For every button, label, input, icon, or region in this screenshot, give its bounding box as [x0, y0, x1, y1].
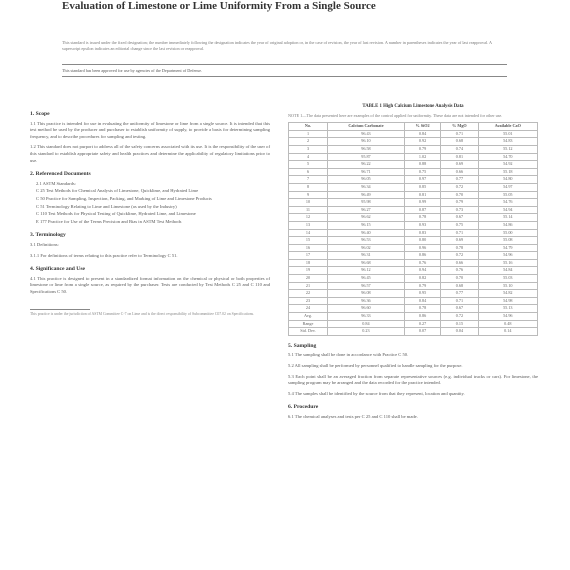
- reference-item: C 51 Terminology Relating to Lime and Limestone (as used by the Industry): [36, 203, 177, 209]
- table-cell: 54.79: [478, 244, 537, 252]
- table-cell: 55.16: [478, 259, 537, 267]
- table-header-cell: No.: [289, 123, 328, 131]
- table-cell: 55.18: [478, 168, 537, 176]
- table-cell: 0.84: [404, 130, 440, 138]
- table-cell: 0.70: [441, 191, 478, 199]
- table-cell: 0.79: [404, 282, 440, 290]
- table-cell: 0.81: [441, 153, 478, 161]
- table-row: [289, 221, 538, 229]
- table-cell: 0.71: [441, 229, 478, 237]
- table-cell: 0.72: [441, 183, 478, 191]
- table-cell: 0.07: [404, 328, 440, 336]
- table-cell: 22: [289, 290, 328, 298]
- table-row: [289, 305, 538, 313]
- table-cell: 0.96: [404, 244, 440, 252]
- table-cell: 54.80: [478, 176, 537, 184]
- table-cell: 96.34: [328, 183, 405, 191]
- table-note: NOTE 1—The data presented here are examples of the control applied for uniformity. These data are not intended for other use.: [288, 112, 503, 118]
- table-summary-row: [289, 328, 538, 336]
- table-row: [289, 183, 538, 191]
- table-row: [289, 168, 538, 176]
- table-cell: 1: [289, 130, 328, 138]
- left-column: [30, 104, 270, 317]
- table-cell: 0.84: [404, 297, 440, 305]
- document-title: Evaluation of Limestone or Lime Uniformity From a Single Source: [62, 0, 376, 12]
- table-cell: 55.13: [478, 305, 537, 313]
- table-row: [289, 244, 538, 252]
- reference-item: E 177 Practice for Use of the Terms Precision and Bias in ASTM Test Methods: [36, 218, 182, 224]
- table-cell: 55.00: [478, 229, 537, 237]
- table-cell: 96.57: [328, 282, 405, 290]
- table-summary-row: [289, 313, 538, 321]
- abstract-text: This standard is issued under the fixed designation; the number immediately following the designation indicates the year of original adoption or, in the case of revision, the year of last revision. A number in parentheses indicates the year of last reapproval. A superscript epsilon indicates an editorial change since the last revision or reapproval.: [62, 40, 492, 51]
- table-cell: 96.49: [328, 191, 405, 199]
- table-cell: 96.71: [328, 168, 405, 176]
- table-cell: 54.84: [478, 267, 537, 275]
- table-cell: 0.73: [441, 206, 478, 214]
- table-cell: 0.69: [441, 161, 478, 169]
- table-cell: 0.79: [441, 199, 478, 207]
- table-cell: 96.53: [328, 237, 405, 245]
- table-cell: 5: [289, 161, 328, 169]
- table-cell: 12: [289, 214, 328, 222]
- table-row: [289, 176, 538, 184]
- table-cell: 96.43: [328, 130, 405, 138]
- table-cell: 0.15: [441, 320, 478, 328]
- table-row: [289, 138, 538, 146]
- table-cell: 1.02: [404, 153, 440, 161]
- table-cell: 0.71: [441, 130, 478, 138]
- table-header-cell: Available CaO: [478, 123, 537, 131]
- table-row: [289, 259, 538, 267]
- table-body: [289, 130, 538, 312]
- table-row: [289, 214, 538, 222]
- table-cell: 6: [289, 168, 328, 176]
- table-cell: 95.87: [328, 153, 405, 161]
- table-cell: 11: [289, 206, 328, 214]
- table-row: [289, 237, 538, 245]
- table-cell: 0.85: [404, 183, 440, 191]
- table-row: [289, 206, 538, 214]
- sampling-paragraph-2: 5.2 All sampling shall be performed by personnel qualified to handle sampling for the purpose.: [288, 363, 463, 368]
- table-cell: 0.69: [441, 237, 478, 245]
- table-cell: 55.01: [478, 130, 537, 138]
- table-cell: 0.72: [441, 252, 478, 260]
- table-cell: 96.62: [328, 214, 405, 222]
- table-cell: 96.15: [328, 221, 405, 229]
- table-cell: 96.33: [328, 313, 405, 321]
- table-cell: 15: [289, 237, 328, 245]
- table-cell: 54.96: [478, 313, 537, 321]
- significance-paragraph-1: 4.1 This practice is designed to present in a standardized format information on the chemical or physical or both properties of limestone or lime from a single source, as required by the purchaser. Tests are conducted by Test Methods C 25 and C 110 and Specifications C 50.: [30, 275, 270, 294]
- table-cell: 14: [289, 229, 328, 237]
- table-summary: [289, 313, 538, 336]
- table-cell: 0.74: [441, 145, 478, 153]
- table-row: [289, 297, 538, 305]
- table-cell: 0.66: [441, 259, 478, 267]
- references-heading: 2. Referenced Documents: [30, 171, 91, 178]
- table-cell: 0.82: [404, 275, 440, 283]
- table-cell: 96.12: [328, 267, 405, 275]
- table-cell: 0.95: [404, 290, 440, 298]
- table-cell: 55.05: [478, 191, 537, 199]
- table-row: [289, 267, 538, 275]
- table-cell: 21: [289, 282, 328, 290]
- table-cell: 0.92: [404, 138, 440, 146]
- header-rule-bottom: [62, 76, 507, 77]
- table-cell: 0.79: [404, 145, 440, 153]
- table-cell: 0.68: [441, 282, 478, 290]
- table-title: TABLE 1 High Calcium Limestone Analysis Data: [362, 104, 464, 109]
- scope-paragraph-2: 1.2 This standard does not purport to address all of the safety concerns associated with its use. It is the responsibility of the user of this standard to establish appropriate safety and health practices and determine the applicability of regulatory limitations prior to use.: [30, 144, 270, 163]
- table-cell: 0.27: [404, 320, 440, 328]
- table-cell: 0.23: [328, 328, 405, 336]
- table-cell: 0.86: [404, 313, 440, 321]
- table-cell: 96.60: [328, 305, 405, 313]
- table-cell: 0.75: [441, 221, 478, 229]
- table-cell: 0.76: [441, 267, 478, 275]
- table-cell: 0.84: [328, 320, 405, 328]
- table-cell: 96.08: [328, 290, 405, 298]
- table-cell: 18: [289, 259, 328, 267]
- table-row: [289, 252, 538, 260]
- table-cell: 3: [289, 145, 328, 153]
- terminology-paragraph-1: 3.1 Definitions:: [30, 241, 59, 247]
- table-cell: 55.10: [478, 282, 537, 290]
- scope-paragraph-1: 1.1 This practice is intended for use in evaluating the uniformity of limestone or lime from a single source. It is intended that this test method be used by the producer and purchaser to establish uniformity of supply, to provide a basis for determining sampling frequency, and to describe procedures for sampling and testing.: [30, 120, 270, 139]
- table-cell: 96.58: [328, 145, 405, 153]
- table-cell: 0.67: [441, 305, 478, 313]
- table-row: [289, 229, 538, 237]
- table-cell: 0.68: [441, 138, 478, 146]
- table-cell: 13: [289, 221, 328, 229]
- significance-heading: 4. Significance and Use: [30, 266, 86, 273]
- sampling-paragraph-3: 5.3 Each point shall be an averaged fraction from separate representative sources (e.g. individual trucks or cars). For limestone, the sampling program may be arranged and the data recorded for the practice intended.: [288, 373, 538, 386]
- table-cell: 54.82: [478, 290, 537, 298]
- table-cell: 0.75: [404, 168, 440, 176]
- table-cell: 0.78: [404, 305, 440, 313]
- table-cell: 0.99: [404, 199, 440, 207]
- table-cell: 96.22: [328, 161, 405, 169]
- footnote-text: This practice is under the jurisdiction of ASTM Committee C-7 on Lime and is the direct responsibility of Subcommittee C07.02 on Specifications.: [30, 312, 255, 317]
- table-cell: 55.12: [478, 145, 537, 153]
- table-cell: 0.76: [404, 259, 440, 267]
- sampling-paragraph-4: 5.4 The samples shall be identified by the source from that they represent, location and quantity.: [288, 390, 465, 396]
- table-cell: 0.48: [478, 320, 537, 328]
- table-cell: 54.96: [478, 252, 537, 260]
- table-cell: 96.10: [328, 138, 405, 146]
- reference-item: 2.1 ASTM Standards:: [36, 180, 76, 186]
- table-cell: 96.27: [328, 206, 405, 214]
- table-header-cell: % SiO2: [404, 123, 440, 131]
- terminology-heading: 3. Terminology: [30, 232, 66, 239]
- table-cell: 54.76: [478, 199, 537, 207]
- procedure-heading: 6. Procedure: [288, 404, 319, 411]
- scope-heading: 1. Scope: [30, 111, 50, 117]
- procedure-paragraph-1: 6.1 The chemical analyses and tests per C 25 and C 110 shall be made.: [288, 413, 418, 419]
- table-cell: 55.14: [478, 214, 537, 222]
- table-cell: 54.94: [478, 206, 537, 214]
- table-cell: 17: [289, 252, 328, 260]
- sampling-heading: 5. Sampling: [288, 342, 317, 349]
- header-rule-top: [62, 64, 507, 65]
- table-header-row: [289, 123, 538, 131]
- analysis-table: [288, 122, 538, 336]
- table-cell: 96.31: [328, 252, 405, 260]
- table-summary-row: [289, 320, 538, 328]
- table-cell: 10: [289, 199, 328, 207]
- table-row: [289, 153, 538, 161]
- table-cell: 54.70: [478, 153, 537, 161]
- table-cell: 54.97: [478, 183, 537, 191]
- reference-item: C 25 Test Methods for Chemical Analysis of Limestone, Quicklime, and Hydrated Lime: [36, 188, 199, 194]
- table-row: [289, 161, 538, 169]
- table-cell: 0.87: [404, 206, 440, 214]
- table-cell: 96.02: [328, 244, 405, 252]
- table-cell: 0.66: [441, 168, 478, 176]
- table-cell: 23: [289, 297, 328, 305]
- table-cell: 0.97: [404, 176, 440, 184]
- table-cell: 96.05: [328, 176, 405, 184]
- table-cell: 4: [289, 153, 328, 161]
- table-row: [289, 290, 538, 298]
- table-cell: 96.45: [328, 275, 405, 283]
- keywords-text: This standard has been approved for use by agencies of the Department of Defense.: [62, 68, 202, 73]
- table-cell: 24: [289, 305, 328, 313]
- table-cell: 0.81: [404, 191, 440, 199]
- table-cell: Range: [289, 320, 328, 328]
- table-cell: 8: [289, 183, 328, 191]
- terminology-paragraph-2: 3.1.1 For definitions of terms relating to this practice refer to Terminology C 51.: [30, 252, 178, 258]
- reference-item: C 110 Test Methods for Physical Testing of Quicklime, Hydrated Lime, and Limestone: [36, 211, 196, 217]
- table-cell: 20: [289, 275, 328, 283]
- table-cell: 55.03: [478, 275, 537, 283]
- table-header-cell: Calcium Carbonate: [328, 123, 405, 131]
- table-cell: 0.94: [404, 267, 440, 275]
- sampling-paragraph-1: 5.1 The sampling shall be done in accordance with Practice C 50.: [288, 352, 409, 358]
- table-row: [289, 130, 538, 138]
- table-cell: 0.77: [441, 176, 478, 184]
- table-cell: 16: [289, 244, 328, 252]
- table-cell: 0.71: [441, 297, 478, 305]
- table-cell: 9: [289, 191, 328, 199]
- table-cell: 0.83: [404, 229, 440, 237]
- table-cell: 0.80: [404, 237, 440, 245]
- table-cell: 0.78: [404, 214, 440, 222]
- right-column: [288, 104, 538, 425]
- table-cell: 2: [289, 138, 328, 146]
- footnote-rule: [30, 309, 90, 310]
- table-row: [289, 275, 538, 283]
- table-row: [289, 191, 538, 199]
- table-cell: 0.67: [441, 214, 478, 222]
- table-cell: 95.98: [328, 199, 405, 207]
- table-row: [289, 282, 538, 290]
- table-cell: 96.40: [328, 229, 405, 237]
- table-cell: 0.78: [441, 244, 478, 252]
- table-cell: 0.72: [441, 313, 478, 321]
- table-cell: 0.77: [441, 290, 478, 298]
- reference-item: C 50 Practice for Sampling, Inspection, Packing, and Marking of Lime and Limestone Products: [36, 195, 212, 201]
- table-cell: 0.86: [404, 252, 440, 260]
- table-header-cell: % MgO: [441, 123, 478, 131]
- table-cell: 0.88: [404, 161, 440, 169]
- table-cell: 7: [289, 176, 328, 184]
- table-cell: 54.98: [478, 297, 537, 305]
- table-cell: Std. Dev.: [289, 328, 328, 336]
- table-cell: 19: [289, 267, 328, 275]
- table-cell: Avg.: [289, 313, 328, 321]
- table-cell: 96.68: [328, 259, 405, 267]
- table-cell: 54.86: [478, 221, 537, 229]
- table-cell: 54.83: [478, 138, 537, 146]
- table-cell: 0.93: [404, 221, 440, 229]
- table-row: [289, 199, 538, 207]
- table-cell: 55.08: [478, 237, 537, 245]
- table-cell: 0.70: [441, 275, 478, 283]
- table-cell: 0.14: [478, 328, 537, 336]
- table-cell: 54.92: [478, 161, 537, 169]
- table-cell: 96.36: [328, 297, 405, 305]
- table-cell: 0.04: [441, 328, 478, 336]
- table-row: [289, 145, 538, 153]
